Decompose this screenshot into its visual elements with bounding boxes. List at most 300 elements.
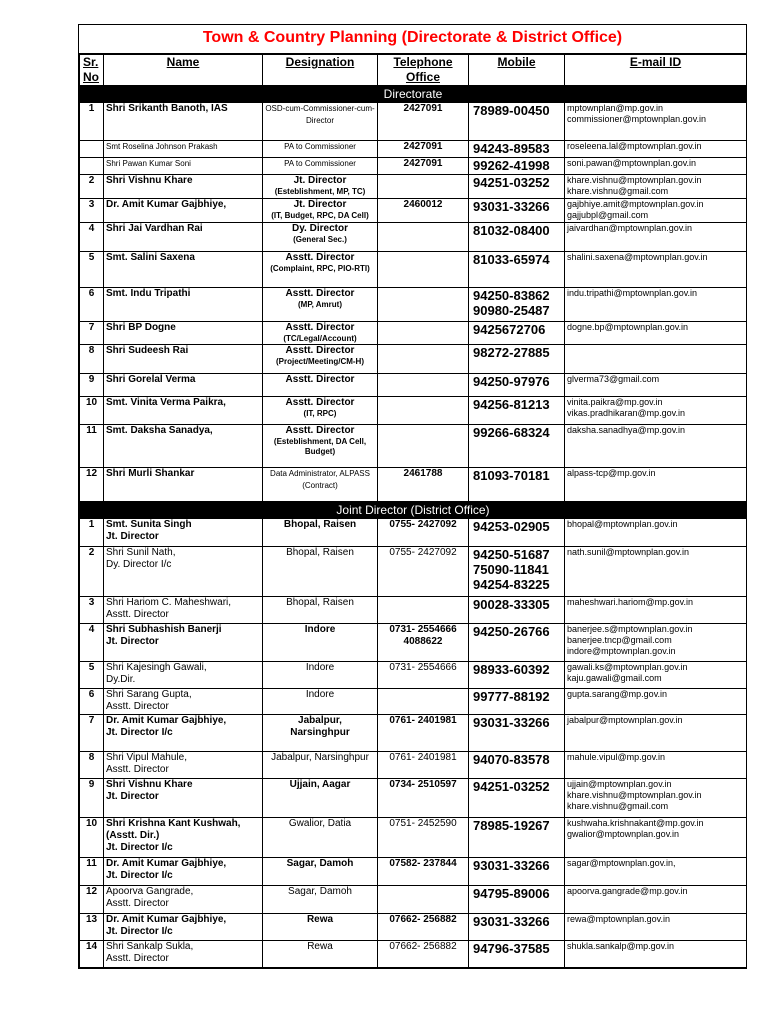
mobile-cell bbox=[469, 547, 565, 597]
mobile-number: 94795-89006 bbox=[473, 886, 550, 901]
telephone-cell bbox=[378, 886, 469, 914]
designation: OSD-cum-Commissioner-cum-Director bbox=[265, 104, 375, 125]
sr-number: 6 bbox=[80, 288, 104, 322]
person-name: Shri Srikanth Banoth, IAS bbox=[106, 103, 228, 114]
email-cell bbox=[565, 397, 747, 425]
email-cell bbox=[565, 141, 747, 158]
mobile-cell bbox=[469, 886, 565, 914]
designation-cell bbox=[263, 288, 378, 322]
telephone-number: 07662- 256882 bbox=[389, 914, 457, 925]
telephone-number: 0731- 2554666 bbox=[389, 662, 457, 673]
person-name: Dr. Amit Kumar Gajbhiye, bbox=[106, 199, 227, 210]
email-cell bbox=[565, 288, 747, 322]
email-address: alpass-tcp@mp.gov.in bbox=[567, 468, 656, 478]
mobile-number: 94251-03252 bbox=[473, 779, 550, 794]
table-row bbox=[80, 141, 747, 158]
sr-number: 5 bbox=[80, 252, 104, 288]
table-row bbox=[80, 288, 747, 322]
email-cell bbox=[565, 374, 747, 397]
table-row bbox=[80, 779, 747, 818]
telephone-number: 4088622 bbox=[403, 636, 443, 647]
person-name: Smt. Indu Tripathi bbox=[106, 288, 191, 299]
email-address: banerjee.s@mptownplan.gov.in bbox=[567, 624, 693, 634]
telephone-cell bbox=[378, 345, 469, 374]
designation-cell bbox=[263, 175, 378, 199]
mobile-number: 93031-33266 bbox=[473, 858, 550, 873]
mobile-cell bbox=[469, 322, 565, 345]
person-title: Dy.Dir. bbox=[106, 674, 136, 685]
table-row bbox=[80, 715, 747, 752]
table-row bbox=[80, 689, 747, 715]
sr-number: 8 bbox=[80, 345, 104, 374]
mobile-number: 93031-33266 bbox=[473, 715, 550, 730]
name-cell bbox=[104, 662, 263, 689]
email-address: shukla.sankalp@mp.gov.in bbox=[567, 941, 675, 951]
email-address: khare.vishnu@gmail.com bbox=[567, 186, 669, 196]
mobile-cell bbox=[469, 425, 565, 468]
email-address: mahule.vipul@mp.gov.in bbox=[567, 752, 666, 762]
telephone-number: 07662- 256882 bbox=[389, 941, 457, 952]
designation-cell bbox=[263, 199, 378, 223]
person-name: Shri Vishnu Khare bbox=[106, 779, 193, 790]
table-row bbox=[80, 223, 747, 252]
name-cell bbox=[104, 597, 263, 624]
table-row bbox=[80, 374, 747, 397]
email-address: indu.tripathi@mptownplan.gov.in bbox=[567, 288, 698, 298]
email-cell bbox=[565, 597, 747, 624]
section-header bbox=[80, 86, 747, 103]
sr-number: 11 bbox=[80, 858, 104, 886]
sr-number: 9 bbox=[80, 779, 104, 818]
designation-cell bbox=[263, 252, 378, 288]
telephone-number: 07582- 237844 bbox=[389, 858, 457, 869]
mobile-number: 93031-33266 bbox=[473, 199, 550, 214]
designation-portfolio: (Esteblishment, MP, TC) bbox=[274, 187, 366, 196]
email-cell bbox=[565, 941, 747, 968]
designation: Asstt. Director bbox=[285, 397, 355, 408]
mobile-number: 90980-25487 bbox=[473, 303, 550, 318]
sr-number: 4 bbox=[80, 624, 104, 662]
person-name: Shri Jai Vardhan Rai bbox=[106, 223, 203, 234]
email-address: khare.vishnu@gmail.com bbox=[567, 801, 669, 811]
mobile-number: 78989-00450 bbox=[473, 103, 550, 118]
mobile-number: 94070-83578 bbox=[473, 752, 550, 767]
mobile-cell bbox=[469, 858, 565, 886]
sr-number: 13 bbox=[80, 914, 104, 941]
telephone-cell bbox=[378, 252, 469, 288]
table-row bbox=[80, 662, 747, 689]
designation: Asstt. Director bbox=[285, 322, 355, 333]
mobile-cell bbox=[469, 158, 565, 175]
person-title: Asstt. Director bbox=[106, 764, 169, 775]
person-name: Shri Sankalp Sukla, bbox=[106, 941, 194, 952]
email-cell bbox=[565, 252, 747, 288]
mobile-number: 94256-81213 bbox=[473, 397, 550, 412]
name-cell bbox=[104, 425, 263, 468]
email-address: rewa@mptownplan.gov.in bbox=[567, 914, 671, 924]
designation-portfolio: (Esteblishment, DA Cell, Budget) bbox=[273, 437, 367, 456]
email-address: kushwaha.krishnakant@mp.gov.in bbox=[567, 818, 704, 828]
email-address: banerjee.tncp@gmail.com bbox=[567, 635, 672, 645]
designation-cell bbox=[263, 886, 378, 914]
sr-number: 3 bbox=[80, 199, 104, 223]
designation-cell bbox=[263, 547, 378, 597]
mobile-number: 99262-41998 bbox=[473, 158, 550, 173]
designation: Indore bbox=[304, 624, 336, 635]
table-row bbox=[80, 941, 747, 968]
designation-cell bbox=[263, 662, 378, 689]
designation-cell bbox=[263, 689, 378, 715]
designation-cell bbox=[263, 322, 378, 345]
mobile-number: 94250-97976 bbox=[473, 374, 550, 389]
name-cell bbox=[104, 103, 263, 141]
mobile-cell bbox=[469, 199, 565, 223]
table-row bbox=[80, 103, 747, 141]
name-cell bbox=[104, 175, 263, 199]
email-cell bbox=[565, 468, 747, 502]
mobile-number: 99777-88192 bbox=[473, 689, 550, 704]
designation: Asstt. Director bbox=[285, 345, 355, 356]
email-address: nath.sunil@mptownplan.gov.in bbox=[567, 547, 690, 557]
sr-number: 12 bbox=[80, 886, 104, 914]
person-name: Shri Subhashish Banerji bbox=[106, 624, 222, 635]
designation-cell bbox=[263, 345, 378, 374]
email-cell bbox=[565, 322, 747, 345]
person-name: Dr. Amit Kumar Gajbhiye, bbox=[106, 715, 227, 726]
designation-portfolio: (Complaint, RPC, PIO-RTI) bbox=[270, 264, 370, 273]
sr-number: 3 bbox=[80, 597, 104, 624]
telephone-cell bbox=[378, 519, 469, 547]
designation-portfolio: (MP, Amrut) bbox=[298, 300, 342, 309]
header-row bbox=[80, 55, 747, 86]
designation-cell bbox=[263, 374, 378, 397]
designation-cell bbox=[263, 818, 378, 858]
mobile-cell bbox=[469, 715, 565, 752]
mobile-number: 98933-60392 bbox=[473, 662, 550, 677]
email-cell bbox=[565, 158, 747, 175]
telephone-cell bbox=[378, 662, 469, 689]
sr-number: 1 bbox=[80, 519, 104, 547]
sr-number: 10 bbox=[80, 397, 104, 425]
name-cell bbox=[104, 345, 263, 374]
email-cell bbox=[565, 779, 747, 818]
table-row bbox=[80, 425, 747, 468]
telephone-cell bbox=[378, 141, 469, 158]
designation: Jt. Director bbox=[293, 199, 347, 210]
telephone-cell bbox=[378, 624, 469, 662]
designation-portfolio: (TC/Legal/Account) bbox=[283, 334, 357, 343]
name-cell bbox=[104, 886, 263, 914]
person-name: Smt. Sunita Singh bbox=[106, 519, 192, 530]
telephone-cell bbox=[378, 468, 469, 502]
email-cell bbox=[565, 662, 747, 689]
person-name: Shri Krishna Kant Kushwah, bbox=[106, 818, 241, 829]
email-address: mptownplan@mp.gov.in bbox=[567, 103, 664, 113]
telephone-cell bbox=[378, 199, 469, 223]
telephone-number: 2427091 bbox=[403, 158, 443, 169]
name-cell bbox=[104, 252, 263, 288]
mobile-number: 94254-83225 bbox=[473, 577, 550, 592]
email-cell bbox=[565, 103, 747, 141]
designation-portfolio: (IT, Budget, RPC, DA Cell) bbox=[271, 211, 369, 220]
page-title: Town & Country Planning (Directorate & District Office) bbox=[79, 25, 746, 54]
table-row bbox=[80, 752, 747, 779]
email-address: kaju.gawali@gmail.com bbox=[567, 673, 662, 683]
email-cell bbox=[565, 715, 747, 752]
mobile-cell bbox=[469, 914, 565, 941]
designation-cell bbox=[263, 519, 378, 547]
email-address: sagar@mptownplan.gov.in, bbox=[567, 858, 676, 868]
person-title: Jt. Director I/c bbox=[106, 870, 173, 881]
telephone-cell bbox=[378, 818, 469, 858]
person-name: Shri Sarang Gupta, bbox=[106, 689, 192, 700]
telephone-cell bbox=[378, 322, 469, 345]
email-cell bbox=[565, 752, 747, 779]
mobile-cell bbox=[469, 103, 565, 141]
email-address: jaivardhan@mptownplan.gov.in bbox=[567, 223, 693, 233]
email-cell bbox=[565, 223, 747, 252]
telephone-cell bbox=[378, 597, 469, 624]
mobile-number: 81033-65974 bbox=[473, 252, 550, 267]
designation-portfolio: (IT, RPC) bbox=[303, 409, 337, 418]
person-name: Smt. Salini Saxena bbox=[106, 252, 195, 263]
name-cell bbox=[104, 914, 263, 941]
person-title: Jt. Director bbox=[106, 636, 159, 647]
name-cell bbox=[104, 818, 263, 858]
designation-cell bbox=[263, 941, 378, 968]
email-cell bbox=[565, 914, 747, 941]
sr-number: 8 bbox=[80, 752, 104, 779]
section-title: Joint Director (District Office) bbox=[80, 502, 747, 519]
telephone-cell bbox=[378, 175, 469, 199]
designation-cell bbox=[263, 624, 378, 662]
telephone-cell bbox=[378, 752, 469, 779]
designation-line2: Narsinghpur bbox=[290, 727, 350, 738]
designation: Indore bbox=[305, 662, 335, 673]
sr-number: 5 bbox=[80, 662, 104, 689]
telephone-number: 0755- 2427092 bbox=[389, 519, 457, 530]
sr-number bbox=[80, 158, 104, 175]
email-address: roseleena.lal@mptownplan.gov.in bbox=[567, 141, 702, 151]
designation-cell bbox=[263, 103, 378, 141]
person-title: Dy. Director I/c bbox=[106, 559, 172, 570]
email-address: gawali.ks@mptownplan.gov.in bbox=[567, 662, 688, 672]
designation: Bhopal, Raisen bbox=[286, 547, 354, 558]
name-cell bbox=[104, 374, 263, 397]
mobile-number: 75090-11841 bbox=[473, 562, 549, 577]
sr-number: 12 bbox=[80, 468, 104, 502]
name-cell bbox=[104, 547, 263, 597]
email-cell bbox=[565, 175, 747, 199]
designation-cell bbox=[263, 752, 378, 779]
sr-number: 4 bbox=[80, 223, 104, 252]
table-row bbox=[80, 158, 747, 175]
telephone-number: 0761- 2401981 bbox=[389, 752, 457, 763]
email-address: maheshwari.hariom@mp.gov.in bbox=[567, 597, 694, 607]
email-address: vikas.pradhikaran@mp.gov.in bbox=[567, 408, 686, 418]
person-title: Asstt. Director bbox=[106, 609, 169, 620]
designation-cell bbox=[263, 397, 378, 425]
telephone-cell bbox=[378, 547, 469, 597]
mobile-cell bbox=[469, 468, 565, 502]
table-row bbox=[80, 597, 747, 624]
designation-cell bbox=[263, 468, 378, 502]
table-row bbox=[80, 886, 747, 914]
designation-cell bbox=[263, 914, 378, 941]
mobile-cell bbox=[469, 662, 565, 689]
mobile-number: 94253-02905 bbox=[473, 519, 550, 534]
mobile-number: 94796-37585 bbox=[473, 941, 550, 956]
person-title: Jt. Director bbox=[106, 791, 159, 802]
email-address: glverma73@gmail.com bbox=[567, 374, 660, 384]
person-title: (Asstt. Dir.) bbox=[106, 830, 160, 841]
email-address: ujjain@mptownplan.gov.in bbox=[567, 779, 672, 789]
table-row bbox=[80, 519, 747, 547]
email-cell bbox=[565, 547, 747, 597]
telephone-cell bbox=[378, 941, 469, 968]
designation-cell bbox=[263, 223, 378, 252]
name-cell bbox=[104, 941, 263, 968]
mobile-cell bbox=[469, 345, 565, 374]
telephone-number: 0755- 2427092 bbox=[389, 547, 457, 558]
table-row bbox=[80, 858, 747, 886]
designation: PA to Commissioner bbox=[284, 142, 356, 151]
table-row bbox=[80, 397, 747, 425]
mobile-cell bbox=[469, 252, 565, 288]
email-cell bbox=[565, 689, 747, 715]
designation-cell bbox=[263, 141, 378, 158]
telephone-cell bbox=[378, 858, 469, 886]
mobile-number: 9425672706 bbox=[473, 322, 546, 337]
name-cell bbox=[104, 779, 263, 818]
mobile-cell bbox=[469, 141, 565, 158]
mobile-number: 94250-26766 bbox=[473, 624, 550, 639]
telephone-number: 2427091 bbox=[403, 141, 443, 152]
designation: Jabalpur, Narsinghpur bbox=[271, 752, 369, 763]
name-cell bbox=[104, 624, 263, 662]
designation: Asstt. Director bbox=[285, 374, 355, 385]
name-cell bbox=[104, 858, 263, 886]
table-row bbox=[80, 199, 747, 223]
mobile-number: 98272-27885 bbox=[473, 345, 550, 360]
telephone-cell bbox=[378, 779, 469, 818]
designation-cell bbox=[263, 425, 378, 468]
email-cell bbox=[565, 519, 747, 547]
email-address: gajjubpl@gmail.com bbox=[567, 210, 649, 220]
telephone-number: 0731- 2554666 bbox=[389, 624, 457, 635]
name-cell bbox=[104, 223, 263, 252]
person-title: Jt. Director bbox=[106, 531, 159, 542]
table-row bbox=[80, 252, 747, 288]
mobile-cell bbox=[469, 624, 565, 662]
person-name: Shri Hariom C. Maheshwari, bbox=[106, 597, 232, 608]
table-row bbox=[80, 175, 747, 199]
telephone-number: 0734- 2510597 bbox=[389, 779, 457, 790]
contact-table bbox=[79, 54, 747, 968]
email-cell bbox=[565, 199, 747, 223]
mobile-number: 90028-33305 bbox=[473, 597, 550, 612]
email-address: daksha.sanadhya@mp.gov.in bbox=[567, 425, 686, 435]
designation: Jt. Director bbox=[293, 175, 347, 186]
email-address: gajbhiye.amit@mptownplan.gov.in bbox=[567, 199, 704, 209]
email-cell bbox=[565, 624, 747, 662]
designation-portfolio: (Project/Meeting/CM-H) bbox=[276, 357, 364, 366]
person-name: Smt. Vinita Verma Paikra, bbox=[106, 397, 226, 408]
email-address: shalini.saxena@mptownplan.gov.in bbox=[567, 252, 708, 262]
mobile-number: 93031-33266 bbox=[473, 914, 550, 929]
person-name: Shri BP Dogne bbox=[106, 322, 176, 333]
person-name: Shri Vipul Mahule, bbox=[106, 752, 187, 763]
telephone-cell bbox=[378, 715, 469, 752]
email-address: gupta.sarang@mp.gov.in bbox=[567, 689, 668, 699]
email-address: jabalpur@mptownplan.gov.in bbox=[567, 715, 683, 725]
telephone-cell bbox=[378, 914, 469, 941]
telephone-cell bbox=[378, 689, 469, 715]
email-cell bbox=[565, 425, 747, 468]
telephone-cell bbox=[378, 158, 469, 175]
name-cell bbox=[104, 158, 263, 175]
sr-number: 11 bbox=[80, 425, 104, 468]
person-name: Smt Roselina Johnson Prakash bbox=[106, 142, 218, 151]
mobile-cell bbox=[469, 941, 565, 968]
designation: Bhopal, Raisen bbox=[283, 519, 357, 530]
name-cell bbox=[104, 141, 263, 158]
designation-cell bbox=[263, 715, 378, 752]
designation: Indore bbox=[305, 689, 335, 700]
designation-cell bbox=[263, 597, 378, 624]
person-name: Dr. Amit Kumar Gajbhiye, bbox=[106, 914, 227, 925]
person-title: Asstt. Director bbox=[106, 898, 169, 909]
table-body bbox=[80, 86, 747, 968]
table-row bbox=[80, 322, 747, 345]
designation: Asstt. Director bbox=[285, 252, 355, 263]
person-title: Asstt. Director bbox=[106, 701, 169, 712]
mobile-number: 99266-68324 bbox=[473, 425, 550, 440]
mobile-cell bbox=[469, 779, 565, 818]
sr-number: 6 bbox=[80, 689, 104, 715]
sr-number: 7 bbox=[80, 322, 104, 345]
designation: Asstt. Director bbox=[285, 425, 355, 436]
designation: Rewa bbox=[306, 914, 334, 925]
email-address: commissioner@mptownplan.gov.in bbox=[567, 114, 707, 124]
mobile-cell bbox=[469, 689, 565, 715]
table-row bbox=[80, 547, 747, 597]
email-cell bbox=[565, 858, 747, 886]
person-name: Shri Murli Shankar bbox=[106, 468, 195, 479]
email-address: indore@mptownplan.gov.in bbox=[567, 646, 676, 656]
mobile-number: 78985-19267 bbox=[473, 818, 550, 833]
mobile-cell bbox=[469, 519, 565, 547]
designation: Gwalior, Datia bbox=[288, 818, 352, 829]
mobile-number: 94250-51687 bbox=[473, 547, 550, 562]
sr-number: 1 bbox=[80, 103, 104, 141]
person-name: Shri Sudeesh Rai bbox=[106, 345, 189, 356]
person-title: Jt. Director I/c bbox=[106, 842, 173, 853]
telephone-number: 0761- 2401981 bbox=[389, 715, 457, 726]
telephone-cell bbox=[378, 103, 469, 141]
name-cell bbox=[104, 199, 263, 223]
email-address: vinita.paikra@mp.gov.in bbox=[567, 397, 663, 407]
telephone-number: 2460012 bbox=[403, 199, 443, 210]
telephone-cell bbox=[378, 223, 469, 252]
email-address: bhopal@mptownplan.gov.in bbox=[567, 519, 678, 529]
table-row bbox=[80, 818, 747, 858]
designation: Jabalpur, bbox=[298, 715, 342, 726]
name-cell bbox=[104, 288, 263, 322]
name-cell bbox=[104, 689, 263, 715]
person-title: Asstt. Director bbox=[106, 953, 169, 964]
email-address: apoorva.gangrade@mp.gov.in bbox=[567, 886, 688, 896]
